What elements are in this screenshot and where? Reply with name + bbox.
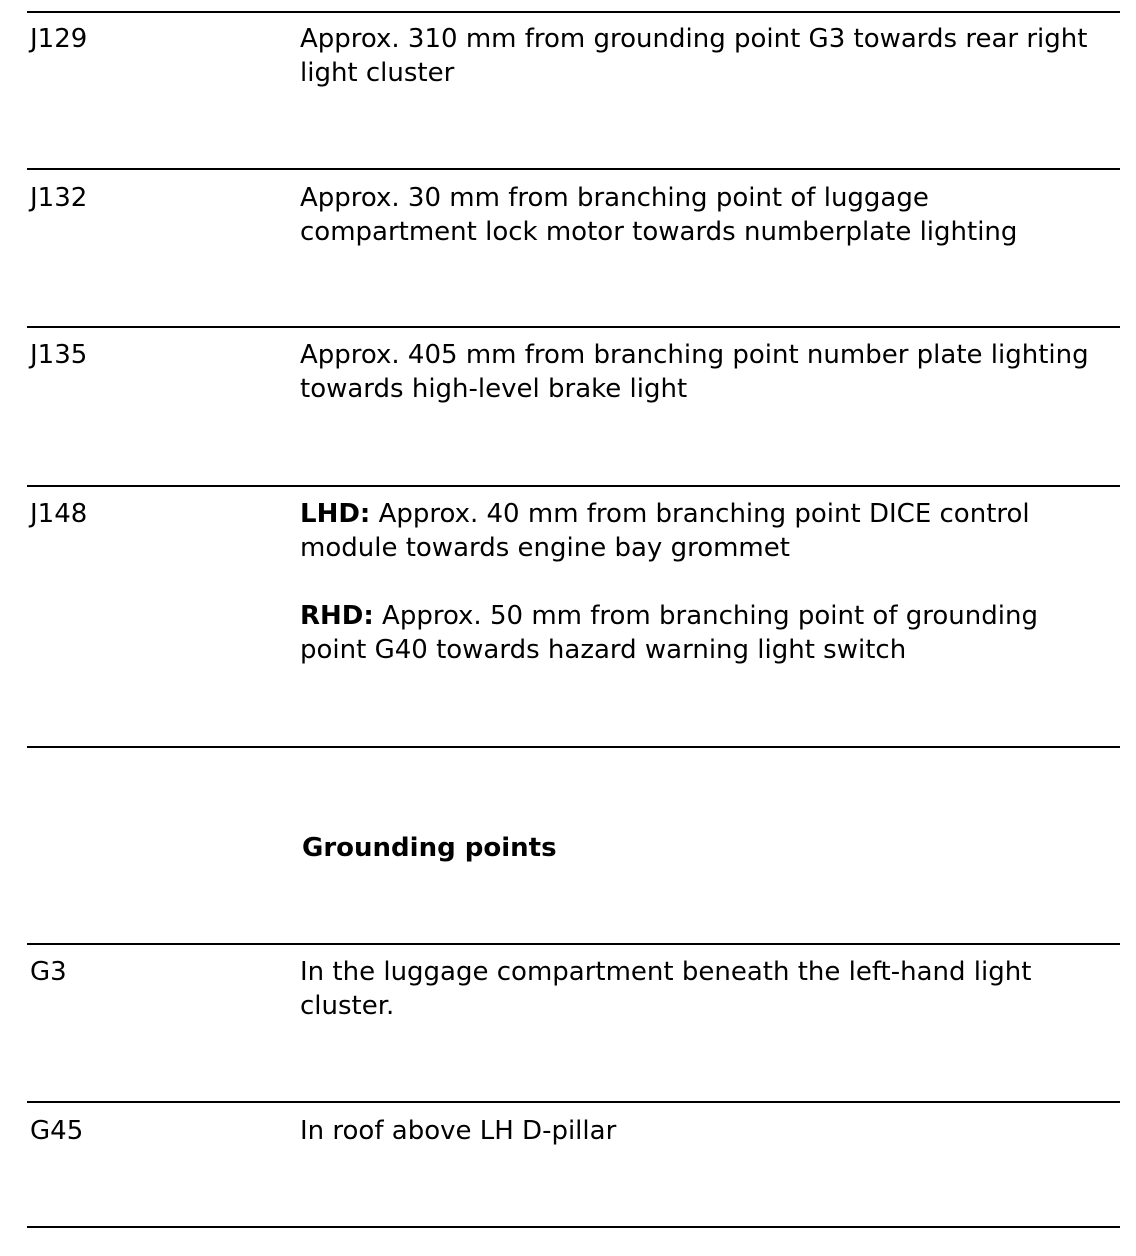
table-rule (27, 943, 1120, 945)
lhd-description (300, 497, 1110, 565)
table-rule (27, 168, 1120, 170)
description-text: Approx. 310 mm from grounding point G3 towards rear right light cluster (300, 24, 1088, 88)
table-rule (27, 1101, 1120, 1103)
connection-description (300, 497, 1110, 667)
connection-code: J148 (30, 499, 88, 529)
description-text: In roof above LH D-pillar (300, 1116, 617, 1146)
connection-code: J135 (30, 340, 88, 370)
connection-code: J132 (30, 183, 88, 213)
connection-code: J129 (30, 24, 88, 54)
connection-description (300, 22, 1110, 90)
rhd-description (300, 599, 1110, 667)
table-rule (27, 326, 1120, 328)
lhd-text: Approx. 40 mm from branching point DICE control module towards engine bay grommet (300, 499, 1030, 563)
grounding-code: G3 (30, 957, 67, 987)
grounding-description (300, 955, 1110, 1023)
table-rule (27, 746, 1120, 748)
connection-description (300, 181, 1110, 249)
table-rule (27, 11, 1120, 13)
description-text: Approx. 30 mm from branching point of luggage compartment lock motor towards numberplate lighting (300, 183, 1018, 247)
grounding-description (300, 1114, 1110, 1148)
description-text: Approx. 405 mm from branching point number plate lighting towards high-level brake light (300, 340, 1089, 404)
section-heading: Grounding points (302, 833, 557, 863)
connection-description (300, 338, 1110, 406)
table-rule (27, 485, 1120, 487)
rhd-label: RHD: (300, 601, 374, 631)
grounding-code: G45 (30, 1116, 84, 1146)
table-rule (27, 1226, 1120, 1228)
description-text: In the luggage compartment beneath the left-hand light cluster. (300, 957, 1032, 1021)
rhd-text: Approx. 50 mm from branching point of grounding point G40 towards hazard warning light switch (300, 601, 1038, 665)
lhd-label: LHD: (300, 499, 371, 529)
